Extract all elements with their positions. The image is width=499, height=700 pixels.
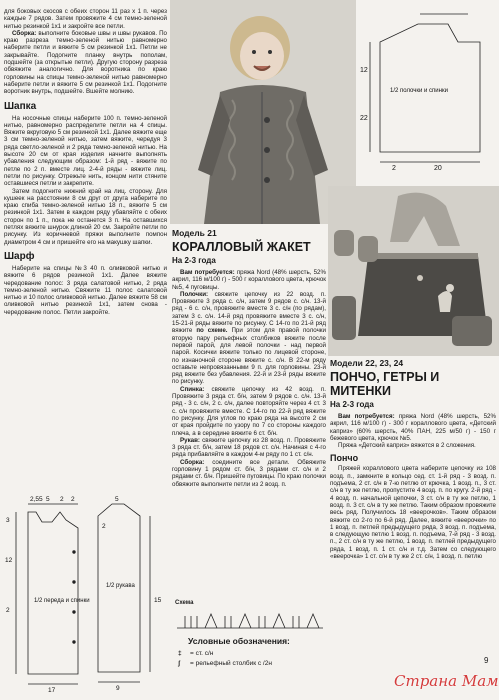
- bold-lead: Спинка:: [180, 385, 205, 393]
- model-22-column: [330, 358, 496, 658]
- dim-label: 22: [360, 115, 368, 122]
- schema-label: Схема: [175, 600, 194, 606]
- dim-label: 2: [71, 496, 75, 503]
- model-number: Модель 21: [172, 228, 217, 238]
- paragraph-text: свяжите цепочку из 28 возд. п. Провяжите 3 ряда ст. б/н, затем 18 рядов ст. с/н. Начиная с 4-го ряда прибавляйте в каждом 4-м ряду по 1 ст. с/н.: [172, 436, 326, 459]
- paragraph: [4, 30, 167, 96]
- bold-lead: Вам потребуется:: [180, 269, 235, 276]
- left-text-column: [4, 8, 167, 476]
- paragraph-text: свяжите цепочку из 22 возд. п. Провяжите 3 ряда с. с/н, затем 9 рядов с. с/н. 13-й ряд - 6 с. с/н, провяжите вместе 3 с. с/н (по рядам), затем 3 с. с/н. 14-й ряд провяжите вместе 3 с. с/н, 15-21-й ряды вяжите по рисунку. С 14-го по 21-й ряд вяжите: [172, 290, 326, 335]
- relief-stitch-icon: ʃ: [178, 660, 181, 667]
- paragraph: Пряжей кораллового цвета наберите цепочку из 108 возд. п., замкните в кольцо сед. ст. 1-й ряд - 3 возд. п. подъема, 2 ст. с/н в 7-ю петлю от крючка, 1 возд. п., 3 ст. с/н в ту же петлю, пропустите 4 возд. п. по кругу. 2-й ряд - 4 возд. п. начальной цепочки, 3 ст. с/н в ту же петлю, 1 возд. п. 3 ст. с/н в ту же петлю. Таким образом провяжите весь ряд. Получилось 18 «веерочков». Таким образом вяжите со 2-го по 6-й ряд. Далее, вяжите «веерочки» по 1 возд. п. петлей предыдущего ряда, 3 возд. п. подъема, в следующую петлю 1 возд. п. подъема, 7-й ряд - 3 возд. п., 2 ст. с/н в ту же петлю, 1 возд. п. петлей предыдущего ряда, 1 возд. п. 1 ст. с/н и т.д. Затем со следующего «веерочка» 1 ст. с/н в ту же 2 ст. с/н, 1 возд. п. петлю: [330, 465, 496, 561]
- dim-label: 15: [154, 597, 162, 604]
- double-crochet-icon: ‡: [178, 650, 182, 657]
- bold-lead: Полочки:: [180, 290, 209, 298]
- jacket-front-back-pattern: [358, 2, 499, 182]
- model-21-column: [172, 228, 326, 593]
- dim-label: 2: [102, 523, 106, 530]
- paragraph-text: соедините все детали. Обвяжите горловину 1 рядом ст. б/н, 3 рядами ст. с/н и 2 рядами ст. б/н. Пришейте пуговицы. По краю полочки обвяжите выполните петли из 2 возд. п.: [172, 458, 326, 488]
- section-heading-poncho: Пончо: [330, 453, 359, 464]
- bold-lead: Сборка:: [12, 29, 37, 37]
- bold-lead: по схеме.: [196, 327, 228, 335]
- paragraph-text: При этом для правой полочки вторую пару рельефных столбиков вяжите после первой парой, для левой полочки - над первой парой. Косички вяжите только по лицевой стороне, по изнаночной стороне вяжите с. с/н. В 22-м ряду оставьте непровязанными 9 п. для горловины. 23-й ряд вяжите без убавления. 22-й и 23-й ряды вяжите по рисунку.: [172, 327, 326, 386]
- paragraph: [172, 269, 326, 291]
- paragraph: На носочные спицы наберите 100 п. темно-зеленой нитью, равномерно распределите петли на 4 спицы. Вяжите вкруговую 5 см резинкой 1х1. Далее вяжите еще 3 см темно-зеленой нитью, затем вяжите, чередуя 3 ряда светло-зеленой и 2 ряда темно-зеленой нитью. На высоте 20 см от края изделия начните выполнять убавления следующим образом: 1-й ряд - вяжите по петле по 2 п. вместе лиц. 2-4-й ряды - вяжите лиц. петли по рисунку. Отрежьте нить, концом нити стяните оставшиеся петли и закрепите.: [4, 114, 167, 188]
- paragraph: для боковых скосов с обеих сторон 11 раз х 1 п. через каждые 7 рядов. Затем провяжите 4 см темно-зеленой нитью резинкой 1х1 и закройте все петли.: [4, 8, 167, 30]
- dim-label: 12: [5, 557, 13, 564]
- paragraph: [330, 413, 496, 442]
- model-number: Модели 22, 23, 24: [330, 358, 404, 368]
- legend-title: Условные обозначения:: [188, 636, 290, 646]
- paragraph: [172, 386, 326, 437]
- piece-label: 1/2 переда и спинки: [34, 598, 90, 604]
- legend-item: [178, 660, 272, 667]
- dim-label: 2: [392, 165, 396, 172]
- paragraph: Пряжа «Детский каприз» вяжется в 2 сложения.: [338, 442, 476, 450]
- paragraph-text: пряжа Nord (48% шерсть, 52% акрил, 116 м/100 г) - 300 г кораллового цвета, «Детский каприз» (60% шерсть, 40% ПАН, 225 м/50 г) - 150 г бежевого цвета, крючок №5.: [330, 413, 496, 442]
- section-heading-hat: Шапка: [4, 100, 37, 112]
- legend-item: [178, 650, 213, 657]
- bold-lead: Сборка:: [180, 458, 205, 466]
- model-age: На 2-3 года: [172, 256, 216, 265]
- paragraph: [172, 437, 326, 459]
- dim-label: 12: [360, 67, 368, 74]
- model-age: На 2-3 года: [330, 400, 374, 409]
- paragraph: Затем подогните нижний край на лиц. сторону. Для кушеек на расстоянии 8 см друг от друга наберите по краю спиба темно-зеленой нитью 18 п., вяжите 5 см резинкой 1х1. Затем в каждом ряду убавляйте с обеих сторон по 1 п., пока не останется 3 п. На оставшихся петлях вяжите шнурок длиной 20 см. Закройте петли по рисунку. Из коричневой пряжи выполните помпон диаметром 4 см и пришейте его на макушку шапки.: [4, 187, 167, 246]
- dim-label: 9: [116, 685, 120, 692]
- piece-label: 1/2 рукава: [106, 583, 135, 589]
- dim-label: 2,55: [30, 496, 43, 503]
- site-watermark: Страна Мам: [394, 672, 499, 690]
- jacket-pattern-diagram: [0, 492, 170, 700]
- model-title: ПОНЧО, ГЕТРЫ И МИТЕНКИ: [330, 370, 440, 398]
- bold-lead: Вам потребуется:: [338, 413, 395, 420]
- stitch-schema: [175, 610, 325, 632]
- model-title: КОРАЛЛОВЫЙ ЖАКЕТ: [172, 240, 311, 254]
- dim-label: 2: [60, 496, 64, 503]
- paragraph-text: свяжите цепочку из 42 возд. п. Провяжите 3 ряда ст. б/н, затем 9 рядов с. с/н. 13-й ряд - 3 с. с/н, 2 с. с/н, далее повторяйте через 4 ст. 3 с. с/н провяжите вместе. С 14-го по 22-й ряд вяжите по рисунку. Для углов по краю ряда на высоте 2 см от края пройдите по узору по 7 со стороны каждого плеча, а в середине вяжите 6 ст. б/н.: [172, 385, 326, 437]
- bold-lead: Рукав:: [180, 436, 200, 444]
- page-number: 9: [484, 656, 489, 665]
- legend-text: = ст. с/н: [190, 650, 214, 657]
- paragraph: [172, 459, 326, 488]
- dim-label: 3: [6, 517, 10, 524]
- paragraph: Наберите на спицы №3 40 п. оливковой нитью и вяжите 6 рядов резинкой 1х1. Далее вяжите чередование полос: 3 ряда салатовой нитью, 2 ряда темно-зеленой нитью. Свяжите 11 полос салатовой нитью и 10 полос оливковой нитью. Далее вяжите 58 см оливковой нитью резинкой 1х1, затем снова - чередование полос. Петли закройте.: [4, 264, 167, 316]
- piece-label: 1/2 полочки и спинки: [390, 88, 448, 94]
- paragraph-text: выполните боковые швы и швы рукавов. По краю разреза темно-зеленой нитью равномерно наберите петли и вяжите 5 см резинкой 1х1. Петли не закрывайте. Подогните планку внутрь пополам, подшейте (за открытые петли). Другую сторону разреза обвяжите аналогично. Для воротника по краю горловины на спицы темно-зеленой нитью равномерно наберите петли и вяжите 5 см резинкой 1х1. Подогните воротник внутрь, подшейте. Вшейте молнию.: [4, 29, 167, 96]
- poncho-gaiters-mittens-photo: [328, 186, 499, 356]
- dim-label: 2: [6, 607, 10, 614]
- paragraph: [172, 291, 326, 386]
- dim-label: 20: [434, 165, 442, 172]
- dim-label: 5: [115, 496, 119, 503]
- paragraph-text: пряжа Nord (48% шерсть, 52% акрил, 116 м/100 г) - 500 г кораллового цвета, крючок №5, 4 пуговицы.: [172, 269, 326, 291]
- dim-label: 5: [46, 496, 50, 503]
- legend-text: = рельефный столбик с /2н: [190, 660, 272, 667]
- section-heading-scarf: Шарф: [4, 250, 35, 262]
- dim-label: 17: [48, 687, 56, 694]
